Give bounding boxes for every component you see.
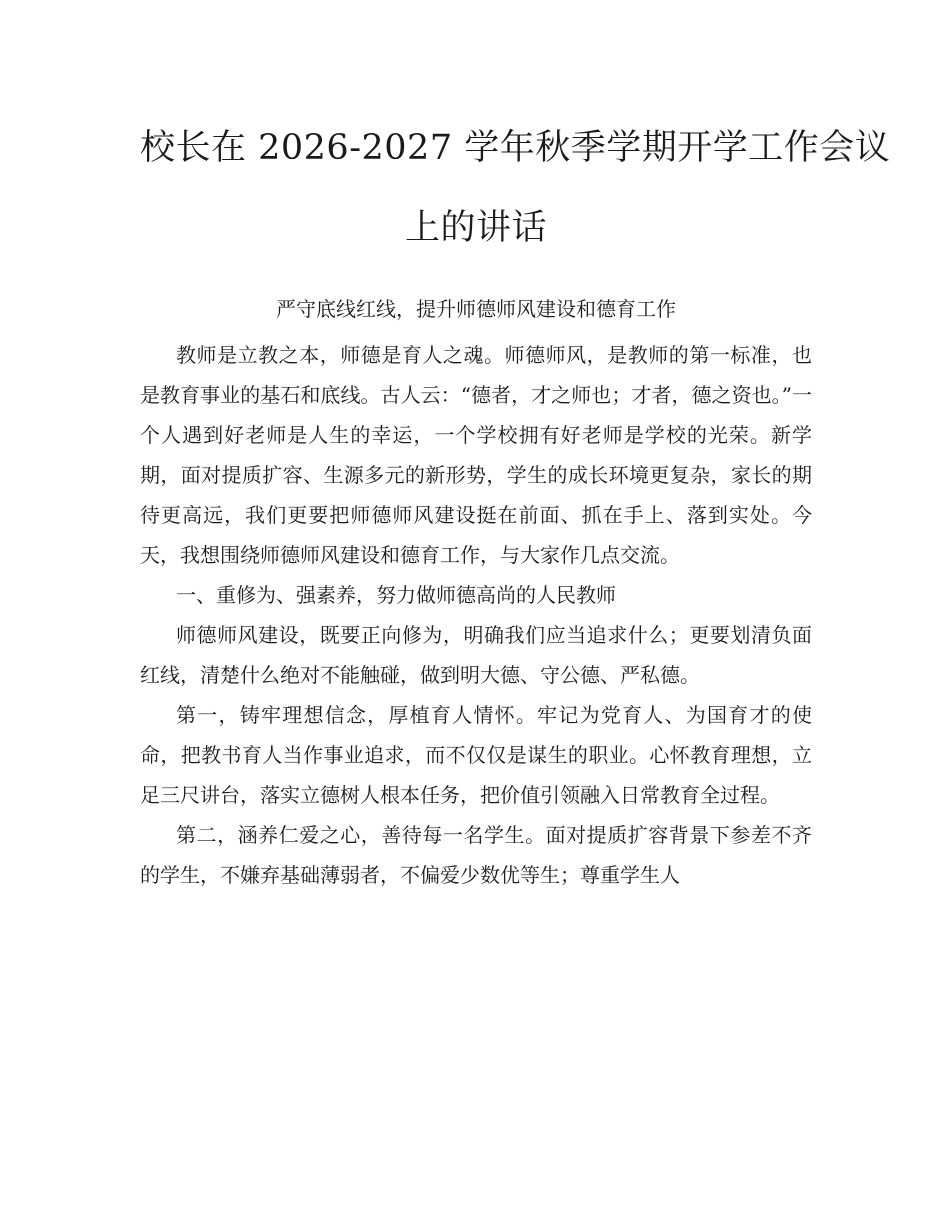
paragraph-section-1-intro: 师德师风建设，既要正向修为，明确我们应当追求什么；更要划清负面红线，清楚什么绝对不能触碰，做到明大德、守公德、严私德。 xyxy=(140,623,812,687)
document-body xyxy=(140,335,812,895)
paragraph-point-1: 第一，铸牢理想信念，厚植育人情怀。牢记为党育人、为国育才的使命，把教书育人当作事业追求，而不仅仅是谋生的职业。心怀教育理想，立足三尺讲台，落实立德树人根本任务，把价值引领融入日常教育全过程。 xyxy=(140,703,812,807)
section-heading-1: 一、重修为、强素养，努力做师德高尚的人民教师 xyxy=(176,583,616,607)
title-line-2: 上的讲话 xyxy=(404,208,547,248)
paragraph-intro: 教师是立教之本，师德是育人之魂。师德师风，是教师的第一标准，也是教育事业的基石和底线。古人云：“德者，才之师也；才者，德之资也。”一个人遇到好老师是人生的幸运，一个学校拥有好老师是学校的光荣。新学期，面对提质扩容、生源多元的新形势，学生的成长环境更复杂，家长的期待更高远，我们更要把师德师风建设挺在前面、抓在手上、落到实处。今天，我想围绕师德师风建设和德育工作，与大家作几点交流。 xyxy=(140,343,812,567)
paragraph-point-2: 第二，涵养仁爱之心，善待每一名学生。面对提质扩容背景下参差不齐的学生，不嫌弃基础薄弱者，不偏爱少数优等生；尊重学生人 xyxy=(140,823,812,887)
document-subtitle: 严守底线红线，提升师德师风建设和德育工作 xyxy=(276,297,676,321)
title-line-1: 校长在 2026-2027 学年秋季学期开学工作会议 xyxy=(140,128,891,168)
document-title xyxy=(140,108,891,268)
